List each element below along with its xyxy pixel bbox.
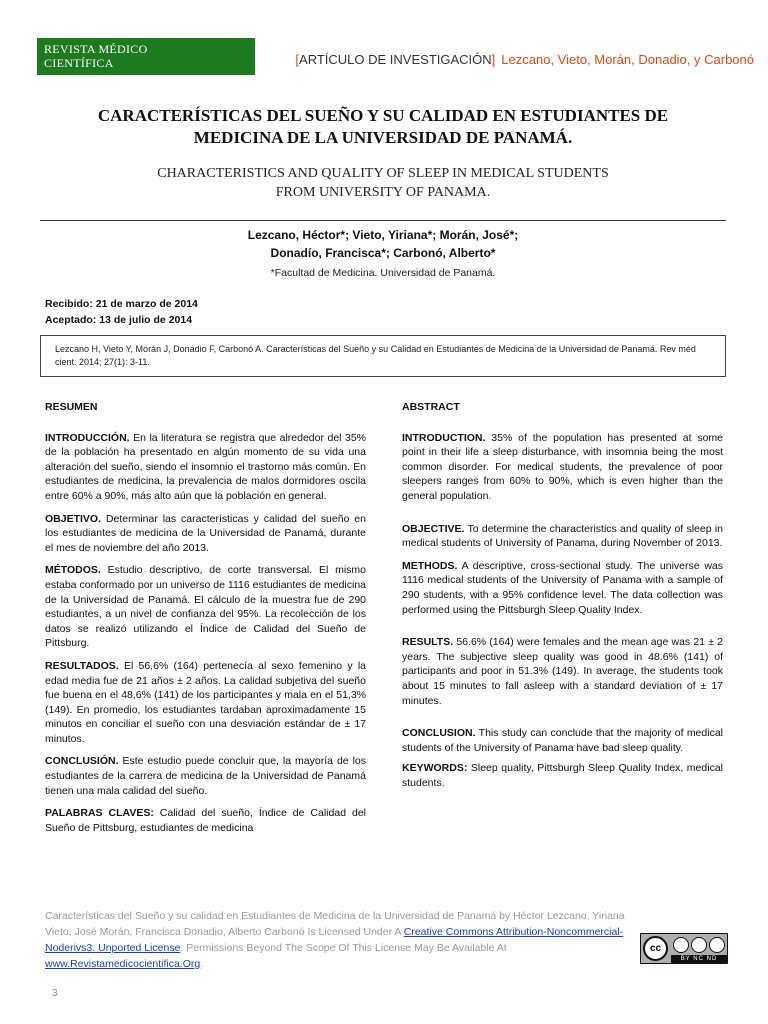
title-spanish-line1: CARACTERÍSTICAS DEL SUEÑO Y SU CALIDAD EN ESTUDIANTES DE	[97, 106, 669, 125]
resumen-metodos: MÉTODOS. Estudio descriptivo, de corte transversal. El mismo estaba conformado por un universo de 1116 estudiantes de medicina de la Universidad de Panamá. El cálculo de la muestra fue de 290 estudiantes, a un nivel de confianza del 95%. La recolección de los datos se realizó utilizando el Índice de Calidad del Sueño de Pittsburg.	[45, 564, 366, 650]
abstract-heading: ABSTRACT	[402, 401, 460, 413]
bracket-close: ]	[491, 52, 496, 67]
title-english-line1: CHARACTERISTICS AND QUALITY OF SLEEP IN MEDICAL STUDENTS	[157, 166, 609, 181]
page-number: 3	[52, 988, 58, 999]
journal-logo	[37, 38, 255, 75]
by-icon	[673, 937, 689, 953]
license-link[interactable]: Creative Commons Attribution-Noncommercial-Noderivs3. Unported License	[45, 926, 624, 954]
running-header	[295, 52, 754, 67]
site-link[interactable]: www.Revistamedicocientifica.Org	[45, 958, 201, 970]
journal-name-line2: CIENTÍFICA	[44, 56, 114, 70]
creative-commons-badge[interactable]	[640, 933, 728, 964]
publication-dates	[45, 296, 198, 328]
journal-name-line1: REVISTA MÉDICO	[44, 42, 148, 56]
resumen-objetivo: OBJETIVO. Determinar las características y calidad del sueño en los estudiantes de medicina de la Universidad de Panamá, durante el mes de noviembre del año 2013.	[45, 512, 366, 554]
title-english	[40, 164, 726, 202]
affiliation: *Facultad de Medicina. Universidad de Panamá.	[270, 267, 496, 279]
nd-icon	[709, 937, 725, 953]
citation-box	[40, 335, 726, 377]
abstract-keywords: KEYWORDS: Sleep quality, Pittsburgh Sleep Quality Index, medical students.	[402, 762, 723, 789]
abstract-conclusion: CONCLUSION. This study can conclude that the majority of medical students of the University of Panama have bad sleep quality.	[402, 727, 723, 754]
title-english-line2: FROM UNIVERSITY OF PANAMA.	[275, 185, 491, 200]
author-list	[40, 226, 726, 262]
license-notice: Características del Sueño y su calidad en Estudiantes de Medicina de la Universidad de Panamá by Héctor Lezcano, Yiriana Vieto, José Morán, Francisca Donadio, Alberto Carbonó Is Licensed Under A Creative Commons Attribution-Noncommercial-Noderivs3. Unported License. Permissions Beyond The Scope Of This License May Be Available At www.Revistamedicocientifica.Org.	[45, 910, 625, 970]
bracket-open: [	[295, 52, 300, 67]
resumen-conclusion: CONCLUSIÓN. Este estudio puede concluir que, la mayoría de los estudiantes de la carrera de medicina de la Universidad de Panamá tienen una mala calidad del sueño.	[45, 755, 366, 797]
abstract-column	[402, 400, 723, 798]
accepted-date: Aceptado: 13 de julio de 2014	[45, 314, 193, 326]
citation-text: Lezcano H, Vieto Y, Morán J, Donadio F, Carbonó A. Características del Sueño y su Calidad en Estudiantes de Medicina de la Universidad de Panamá. Rev méd cient. 2014; 27(1): 3-11.	[55, 344, 696, 367]
license-terms-strip: BY NC ND	[671, 955, 727, 963]
resumen-intro: INTRODUCCIÓN. En la literatura se registra que alrededor del 35% de la población ha presentado en algún momento de su vida una alteración del sueño, siendo el insomnio el trastorno más común. En estudiantes de medicina, la prevalencia de malos dormidores oscila entre 60% a 90%, más alto aún que la población en general.	[45, 431, 367, 502]
abstract-introduction: INTRODUCTION. 35% of the population has presented at some point in their life a sleep disturbance, with insomnia being the most common disorder. For medical students, the prevalence of poor sleepers ranges from 60% to 90%, which is even higher than the general population.	[402, 431, 724, 502]
nc-icon	[691, 937, 707, 953]
author-list-line2: Donadío, Francisca*; Carbonó, Alberto*	[270, 246, 496, 260]
author-list-line1: Lezcano, Héctor*; Vieto, Yiriana*; Morán, José*;	[247, 228, 519, 242]
abstract-methods: METHODS. A descriptive, cross-sectional study. The universe was 1116 medical students of the University of Panama with a sample of 290 students, with a 95% confidence level. The data collection was performed using the Pittsburgh Sleep Quality Index.	[402, 559, 723, 616]
title-spanish-line2: MEDICINA DE LA UNIVERSIDAD DE PANAMÁ.	[193, 128, 573, 147]
cc-icon: cc	[643, 936, 668, 961]
received-date: Recibido: 21 de marzo de 2014	[45, 298, 198, 310]
article-type: ARTÍCULO DE INVESTIGACIÓN	[299, 52, 492, 67]
resumen-resultados: RESULTADOS. El 56,6% (164) pertenecía al sexo femenino y la edad media fue de 21 años ± 2 años. La calidad subjetiva del sueño fue buena en el 48,6% (141) de los participantes y mala en el 51,3% (149). En promedio, los estudiantes tardaban aproximadamente 15 minutos en conciliar el sueño con una desviación estándar de ± 17 minutos.	[45, 659, 366, 745]
title-divider	[40, 220, 726, 221]
resumen-palabras-claves: PALABRAS CLAVES: Calidad del sueño, Índice de Calidad del Sueño de Pittsburg, estudiantes de medicina	[45, 807, 367, 834]
resumen-heading: RESUMEN	[45, 401, 98, 413]
resumen-column	[45, 400, 366, 843]
title-spanish	[40, 105, 726, 149]
abstract-objective: OBJECTIVE. To determine the characteristics and quality of sleep in medical students of University of Panama, during November of 2013.	[402, 522, 723, 550]
running-authors: Lezcano, Vieto, Morán, Donadio, y Carbonó	[501, 52, 754, 67]
abstract-results: RESULTS. 56.6% (164) were females and the mean age was 21 ± 2 years. The subjective sleep quality was good in 48.6% (141) of participants and poor in 51.3% (149). In average, the students took about 15 minutes to fall asleep with a standard deviation of ± 17 minutes.	[402, 636, 723, 707]
